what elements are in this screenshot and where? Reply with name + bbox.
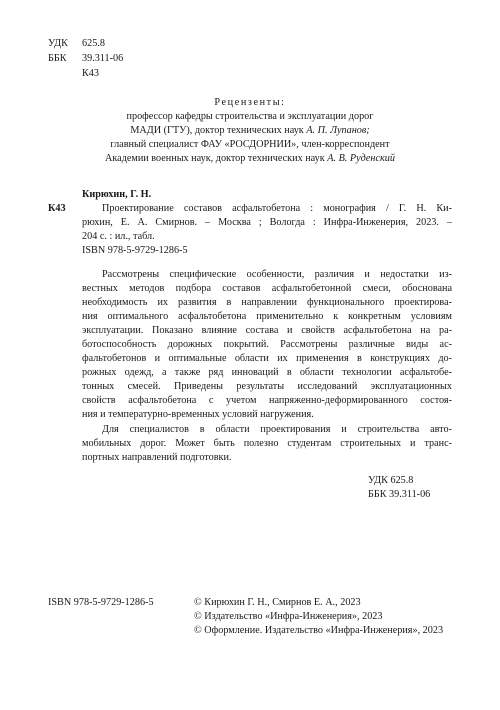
record-line-wrap <box>82 216 452 230</box>
record-line: 204 с. : ил., табл. <box>82 231 155 242</box>
abstract-line: тонных смесей. Приведены результаты исследований эксплуатационных <box>82 381 452 392</box>
bbk-label: ББК <box>48 53 67 64</box>
record-line-wrap <box>102 202 452 216</box>
reviewers-heading: Рецензенты: <box>214 97 286 108</box>
abstract-paragraph-1 <box>82 268 452 422</box>
abstract-line: Рассмотрены специфические особенности, различия и недостатки из- <box>102 269 452 280</box>
record-line: Проектирование составов асфальтобетона : монография / Г. Н. Ки- <box>102 203 452 214</box>
reviewer-line <box>0 124 500 138</box>
author-mark: К43 <box>82 68 99 79</box>
record-mark: К43 <box>48 203 66 214</box>
udk-label: УДК <box>48 38 68 49</box>
udk-value: 625.8 <box>82 38 105 49</box>
abstract-line: эксплуатации. Показано влияние состава и свойств асфальтобетона на ра- <box>82 325 452 336</box>
abstract-line: портных направлений подготовки. <box>82 452 232 463</box>
reviewer-affiliation: Академии военных наук, доктор технических наук <box>105 153 328 164</box>
record-isbn: ISBN 978-5-9729-1286-5 <box>82 245 188 256</box>
abstract-line: фальтобетонов и оптимальные области их применения в конструкциях до- <box>82 353 452 364</box>
reviewer-name: А. В. Руденский <box>327 153 395 164</box>
abstract-line: вестных методов подбора составов асфальтобетонной смеси, обоснована <box>82 283 452 294</box>
abstract-line: свойств асфальтобетона с учетом напряженно-деформированного состоя- <box>82 395 452 406</box>
reviewer-line <box>0 152 500 166</box>
bottom-udk: УДК 625.8 <box>368 475 414 486</box>
record-line: рюхин, Е. А. Смирнов. – Москва ; Вологда : Инфра-Инженерия, 2023. – <box>82 217 452 228</box>
abstract-line: мобильных дорог. Может быть полезно студентам строительных и транс- <box>82 438 452 449</box>
abstract-line: необходимость их развития в направлении функционального проектирова- <box>82 297 452 308</box>
abstract-line: ния оптимального асфальтобетона применительно к конкретным условиям <box>82 311 452 322</box>
abstract-line: Для специалистов в области проектирования и строительства авто- <box>102 424 452 435</box>
footer-isbn: ISBN 978-5-9729-1286-5 <box>48 597 154 608</box>
copyright-line: © Издательство «Инфра-Инженерия», 2023 <box>194 611 383 622</box>
abstract-line: ния и температурно-временных условий нагружения. <box>82 409 314 420</box>
abstract-line: ботоспособность дорожных покрытий. Рассмотрены различные виды ас- <box>82 339 452 350</box>
abstract-line: рожных одежд, а также ряд инноваций в области технологии асфальтобе- <box>82 367 452 378</box>
copyright-line: © Кирюхин Г. Н., Смирнов Е. А., 2023 <box>194 597 361 608</box>
copyright-line: © Оформление. Издательство «Инфра-Инженерия», 2023 <box>194 625 444 636</box>
reviewer-line: главный специалист ФАУ «РОСДОРНИИ», член-корреспондент <box>110 139 390 150</box>
record-author: Кирюхин, Г. Н. <box>82 189 152 200</box>
abstract-paragraph-2 <box>82 423 452 465</box>
reviewer-affiliation: МАДИ (ГТУ), доктор технических наук <box>130 125 307 136</box>
reviewer-line: профессор кафедры строительства и эксплуатации дорог <box>126 111 374 122</box>
bottom-bbk: ББК 39.311-06 <box>368 489 431 500</box>
bbk-value: 39.311-06 <box>82 53 124 64</box>
reviewer-name: А. П. Лупанов; <box>306 125 370 136</box>
